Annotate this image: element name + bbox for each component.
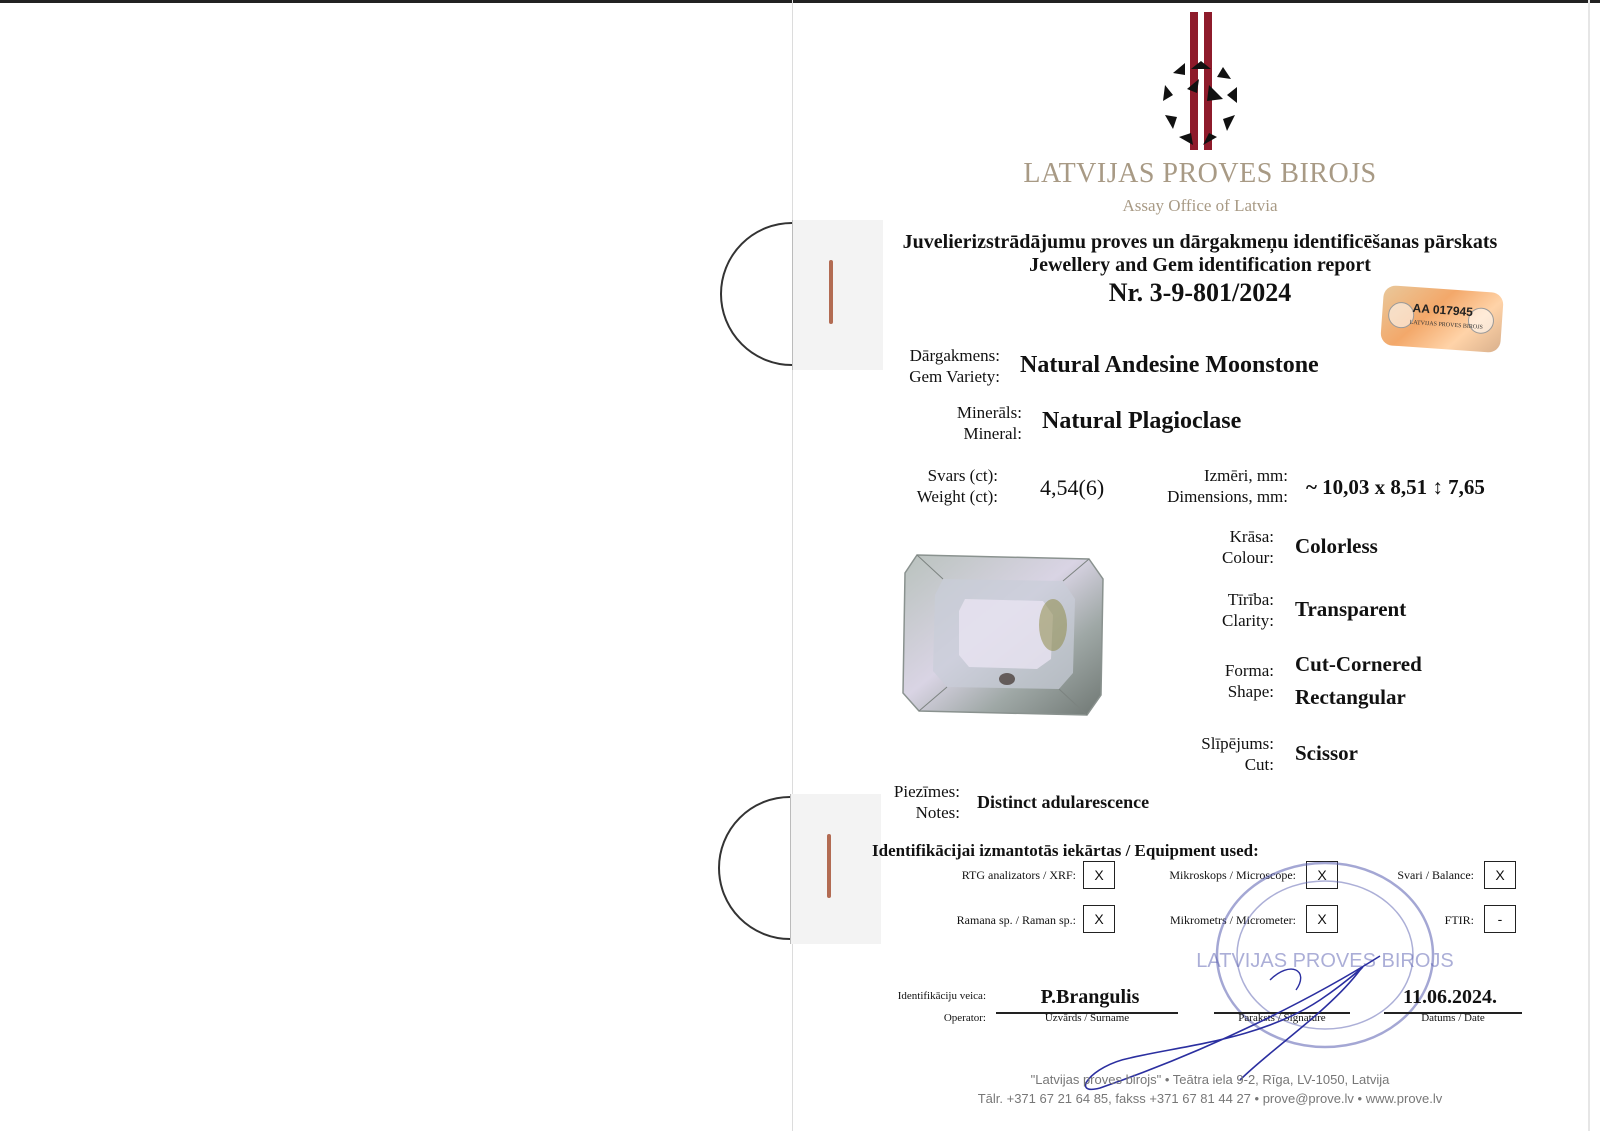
colour-label-lv: Krāsa:: [1229, 527, 1274, 546]
report-title-lv: Juvelierizstrādājumu proves un dārgakmeņu identificēšanas pārskats: [902, 231, 1498, 253]
equipment-label-xrf: RTG analizators / XRF:: [961, 868, 1076, 882]
equipment-check-balance: X: [1484, 861, 1516, 889]
hologram-text: LATVIJAS PROVES BIROJS: [1409, 319, 1484, 331]
shape-value-line1: Cut-Cornered: [1295, 652, 1422, 676]
fold-line: [792, 0, 793, 1131]
mineral-value: Natural Plagioclase: [1042, 408, 1242, 434]
operator-label-en: Operator:: [943, 1012, 986, 1024]
org-name-en: Assay Office of Latvia: [1122, 196, 1278, 215]
operator-label: [860, 985, 986, 1029]
dimensions-value: ~ 10,03 x 8,51 ↕ 7,65: [1306, 475, 1485, 499]
fastener-pin: [829, 260, 833, 324]
fastener-pin: [827, 834, 831, 898]
report-number: Nr. 3-9-801/2024: [1108, 278, 1292, 307]
weight-value: 4,54(6): [1040, 475, 1105, 500]
clarity-label-en: Clarity:: [1222, 611, 1274, 630]
equipment-title: Identifikācijai izmantotās iekārtas / Equipment used:: [872, 841, 1259, 860]
notes-label-lv: Piezīmes:: [893, 782, 960, 801]
equipment-check-raman: X: [1083, 905, 1115, 933]
gem-variety-label-en: Gem Variety:: [909, 367, 1000, 386]
equipment-label-microscope: Mikroskops / Microscope:: [1169, 868, 1296, 882]
notes-label-en: Notes:: [915, 803, 960, 822]
page-top-edge: [0, 0, 1600, 3]
weight-label-lv: Svars (ct):: [927, 466, 998, 485]
mineral-label-lv: Minerāls:: [956, 403, 1022, 422]
issue-date: 11.06.2024.: [1403, 986, 1497, 1008]
mineral-label: [860, 402, 1022, 444]
equipment-label-ftir: FTIR:: [1444, 913, 1474, 927]
gem-variety-label-lv: Dārgakmens:: [909, 346, 1000, 365]
org-name: LATVIJAS PROVES BIROJS: [1023, 158, 1377, 189]
gem-photo: [903, 555, 1103, 725]
hologram-code: AA 017945: [1412, 300, 1474, 320]
shape-label: [1130, 660, 1274, 702]
clarity-label: [1130, 589, 1274, 631]
clarity-label-lv: Tīrība:: [1227, 590, 1274, 609]
binder-hole-bottom: [718, 796, 862, 940]
shape-value-line2: Rectangular: [1295, 685, 1406, 709]
cut-label-lv: Slīpējums:: [1201, 734, 1274, 753]
colour-label: [1130, 526, 1274, 568]
cut-label: [1130, 733, 1274, 775]
equipment-label-raman: Ramana sp. / Raman sp.:: [956, 913, 1076, 927]
mineral-label-en: Mineral:: [963, 424, 1022, 443]
assay-office-logo-icon: [1140, 8, 1260, 153]
operator-label-lv: Identifikāciju veica:: [897, 990, 986, 1002]
colour-label-en: Colour:: [1222, 548, 1274, 567]
weight-label: [860, 465, 998, 507]
stamp-text: LATVIJAS PROVES BIROJS: [1196, 950, 1454, 972]
cut-label-en: Cut:: [1244, 755, 1274, 774]
shape-label-lv: Forma:: [1224, 661, 1274, 680]
dimensions-label-lv: Izmēri, mm:: [1203, 466, 1288, 485]
weight-label-en: Weight (ct):: [916, 487, 998, 506]
cut-value: Scissor: [1295, 741, 1358, 765]
equipment-label-balance: Svari / Balance:: [1397, 868, 1474, 882]
dimensions-label-en: Dimensions, mm:: [1167, 487, 1288, 506]
footer-contacts: Tālr. +371 67 21 64 85, fakss +371 67 81 44 27 • prove@prove.lv • www.prove.lv: [977, 1091, 1443, 1106]
equipment-check-microscope: X: [1306, 861, 1338, 889]
footer-address: "Latvijas proves birojs" • Teātra iela 9-2, Rīga, LV-1050, Latvija: [1030, 1072, 1390, 1087]
shape-label-en: Shape:: [1227, 682, 1274, 701]
operator-name: P.Brangulis: [1040, 986, 1140, 1008]
colour-value: Colorless: [1295, 534, 1378, 558]
surname-caption: Uzvārds / Surname: [1044, 1012, 1130, 1024]
page-right-edge: [1588, 0, 1590, 1131]
equipment-check-micrometer: X: [1306, 905, 1338, 933]
equipment-check-ftir: -: [1484, 905, 1516, 933]
gem-variety-value: Natural Andesine Moonstone: [1020, 352, 1319, 378]
signature-caption: Paraksts / Signature: [1238, 1012, 1326, 1024]
dimensions-label: [1120, 465, 1288, 507]
notes-value: Distinct adularescence: [977, 792, 1150, 812]
equipment-check-xrf: X: [1083, 861, 1115, 889]
clarity-value: Transparent: [1295, 597, 1407, 621]
notes-label: [850, 781, 960, 823]
report-title-en: Jewellery and Gem identification report: [1029, 254, 1371, 276]
hologram-sticker: [1380, 285, 1504, 353]
equipment-label-micrometer: Mikrometrs / Micrometer:: [1170, 913, 1296, 927]
date-caption: Datums / Date: [1421, 1012, 1485, 1024]
gem-variety-label: [840, 345, 1000, 387]
